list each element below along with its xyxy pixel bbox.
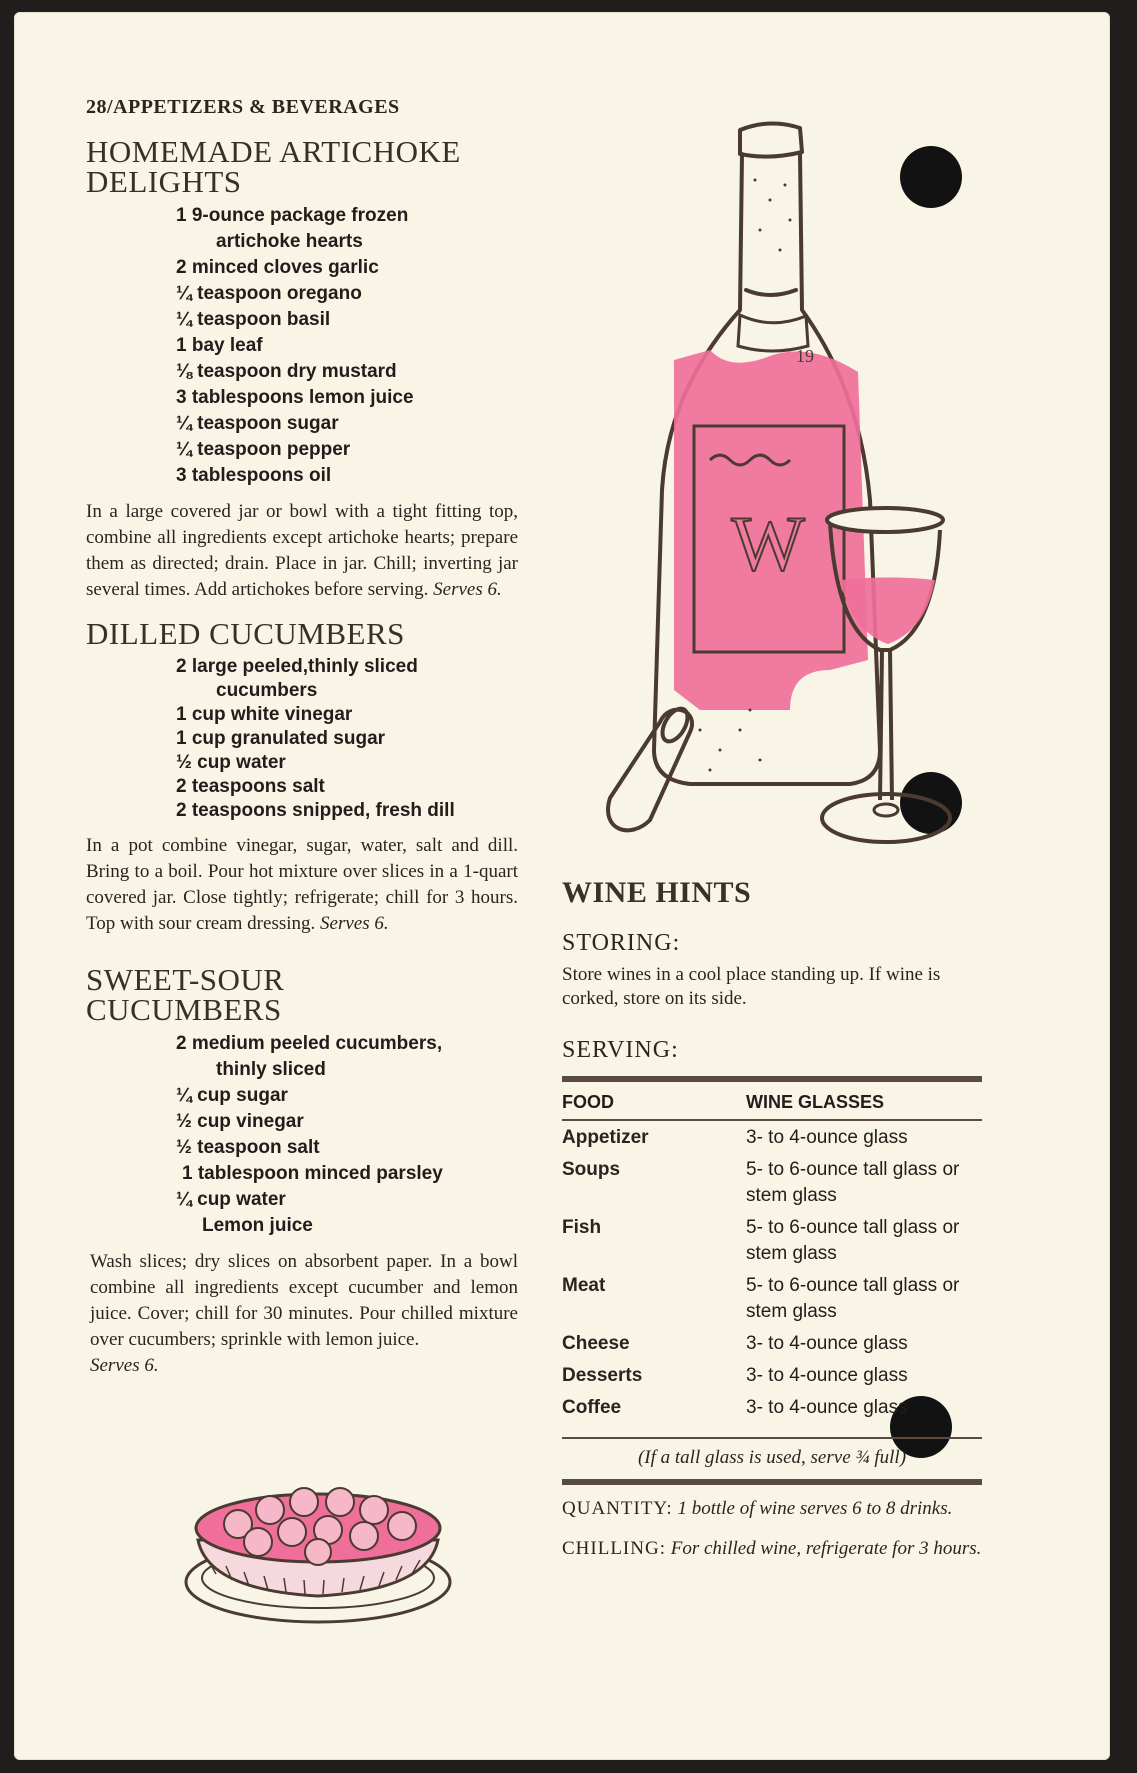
ingredient: ¼ teaspoon pepper xyxy=(176,439,351,460)
wine-bottle-illustration xyxy=(590,110,960,870)
ingredient: ½ cup water xyxy=(176,752,286,773)
ingredient: ½ teaspoon salt xyxy=(176,1137,320,1158)
recipe-title xyxy=(86,962,518,1027)
serves-text: Serves 6. xyxy=(90,1355,159,1376)
ingredient: 3 tablespoons lemon juice xyxy=(176,387,414,408)
method-text: In a large covered jar or bowl with a tight fitting top, combine all ingredients except artichoke hearts; prepare them as directed; drain. Place in jar. Chill; inverting jar several times. Add artichokes before serving. xyxy=(86,501,518,600)
table-row xyxy=(562,1211,982,1269)
ingredient: ⅛ teaspoon dry mustard xyxy=(176,361,397,382)
method-text: In a pot combine vinegar, sugar, water, salt and dill. Bring to a boil. Pour hot mixture over slices in a 1-quart covered jar. Close tightly; refrigerate; chill for 3 hours. Top with sour cream dressing. xyxy=(86,835,518,934)
table-row xyxy=(562,1359,982,1391)
ingredient: Lemon juice xyxy=(202,1215,313,1236)
ingredient: 2 teaspoons snipped, fresh dill xyxy=(176,800,455,821)
ingredient: 1 tablespoon minced parsley xyxy=(182,1163,443,1184)
glass-cell: 3- to 4-ounce glass xyxy=(746,1365,908,1386)
ingredient-list xyxy=(176,655,518,823)
recipe-title-line: SWEET-SOUR xyxy=(86,962,285,997)
serves-text: Serves 6. xyxy=(433,579,502,600)
recipe-title-line: DELIGHTS xyxy=(86,164,242,199)
glass-cell: 3- to 4-ounce glass xyxy=(746,1397,908,1418)
ingredient-list xyxy=(176,203,518,489)
ingredient: artichoke hearts xyxy=(216,231,363,252)
wine-hints-section xyxy=(562,876,982,1577)
serving-note: (If a tall glass is used, serve ¾ full) xyxy=(637,1447,907,1468)
glass-cell: 3- to 4-ounce glass xyxy=(746,1333,908,1354)
glass-cell: 3- to 4-ounce glass xyxy=(746,1127,908,1148)
ingredient: cucumbers xyxy=(216,680,318,701)
recipe-title xyxy=(86,134,518,199)
ingredient: 2 minced cloves garlic xyxy=(176,257,379,278)
food-cell: Soups xyxy=(562,1159,621,1180)
food-cell: Desserts xyxy=(562,1365,643,1386)
cucumber-dish-illustration xyxy=(178,1480,458,1630)
method-text: Wash slices; dry slices on absorbent paper. In a bowl combine all ingredients except cucumber and lemon juice. Cover; chill for 30 minutes. Pour chilled mixture over cucumbers; sprinkle with lemon juice. xyxy=(90,1251,518,1350)
recipe-artichoke-delights xyxy=(86,134,518,603)
quantity-text: 1 bottle of wine serves 6 to 8 drinks. xyxy=(677,1498,953,1519)
chilling-label: CHILLING: xyxy=(562,1538,666,1559)
quantity-hint xyxy=(562,1497,982,1521)
chilling-text: For chilled wine, refrigerate for 3 hours. xyxy=(670,1538,982,1559)
ingredient: 2 large peeled,thinly sliced xyxy=(176,656,418,677)
table-header-glasses: WINE GLASSES xyxy=(746,1090,982,1120)
table-bottom-rule xyxy=(562,1437,982,1439)
ingredient: 1 bay leaf xyxy=(176,335,263,356)
label-monogram: W xyxy=(731,500,805,587)
recipe-method xyxy=(90,1249,518,1379)
cork-icon xyxy=(608,704,693,830)
storing-label: STORING: xyxy=(562,930,681,956)
recipe-sweet-sour-cucumbers xyxy=(86,962,518,1379)
ingredient: ¼ cup water xyxy=(176,1189,286,1210)
ingredient: ¼ teaspoon oregano xyxy=(176,283,362,304)
chilling-hint xyxy=(562,1537,982,1561)
table-header-food: FOOD xyxy=(562,1090,746,1120)
food-cell: Fish xyxy=(562,1217,602,1238)
table-row xyxy=(562,1391,982,1423)
ingredient: ½ cup vinegar xyxy=(176,1111,304,1132)
ingredient: 3 tablespoons oil xyxy=(176,465,332,486)
wine-hints-title: WINE HINTS xyxy=(562,876,752,909)
ingredient: 1 cup white vinegar xyxy=(176,704,353,725)
serving-label: SERVING: xyxy=(562,1037,679,1063)
table-header-row xyxy=(562,1090,982,1120)
ingredient: 2 medium peeled cucumbers, xyxy=(176,1033,443,1054)
ingredient: ¼ teaspoon sugar xyxy=(176,413,339,434)
wine-glass-table xyxy=(562,1090,982,1423)
food-cell: Meat xyxy=(562,1275,606,1296)
running-head: 28/APPETIZERS & BEVERAGES xyxy=(86,96,400,118)
storing-text: Store wines in a cool place standing up. If wine is corked, store on its side. xyxy=(562,964,941,1009)
ingredient-list xyxy=(176,1031,518,1239)
glass-cell: 5- to 6-ounce tall glass or stem glass xyxy=(746,1275,960,1322)
ingredient: 1 9-ounce package frozen xyxy=(176,205,409,226)
recipe-title-line: CUCUMBERS xyxy=(86,992,282,1027)
quantity-label: QUANTITY: xyxy=(562,1498,673,1519)
recipe-title-line: HOMEMADE ARTICHOKE xyxy=(86,134,461,169)
table-top-rule xyxy=(562,1076,982,1082)
recipe-dilled-cucumbers xyxy=(86,616,518,937)
food-cell: Appetizer xyxy=(562,1127,649,1148)
glass-cell: 5- to 6-ounce tall glass or stem glass xyxy=(746,1217,960,1264)
table-row xyxy=(562,1269,982,1327)
bottle-year: 19 xyxy=(796,346,814,366)
note-bottom-rule xyxy=(562,1479,982,1485)
table-row xyxy=(562,1327,982,1359)
glass-cell: 5- to 6-ounce tall glass or stem glass xyxy=(746,1159,960,1206)
recipe-method xyxy=(86,833,518,937)
food-cell: Coffee xyxy=(562,1397,622,1418)
table-row xyxy=(562,1153,982,1211)
ingredient: ¼ cup sugar xyxy=(176,1085,288,1106)
ingredient: 2 teaspoons salt xyxy=(176,776,325,797)
ingredient: ¼ teaspoon basil xyxy=(176,309,331,330)
recipes-column xyxy=(86,96,518,1389)
food-cell: Cheese xyxy=(562,1333,630,1354)
table-row xyxy=(562,1120,982,1153)
ingredient: thinly sliced xyxy=(216,1059,326,1080)
ingredient: 1 cup granulated sugar xyxy=(176,728,386,749)
recipe-title xyxy=(86,616,518,651)
recipe-title-line: DILLED CUCUMBERS xyxy=(86,616,405,651)
recipe-method xyxy=(86,499,518,603)
serves-text: Serves 6. xyxy=(320,913,389,934)
